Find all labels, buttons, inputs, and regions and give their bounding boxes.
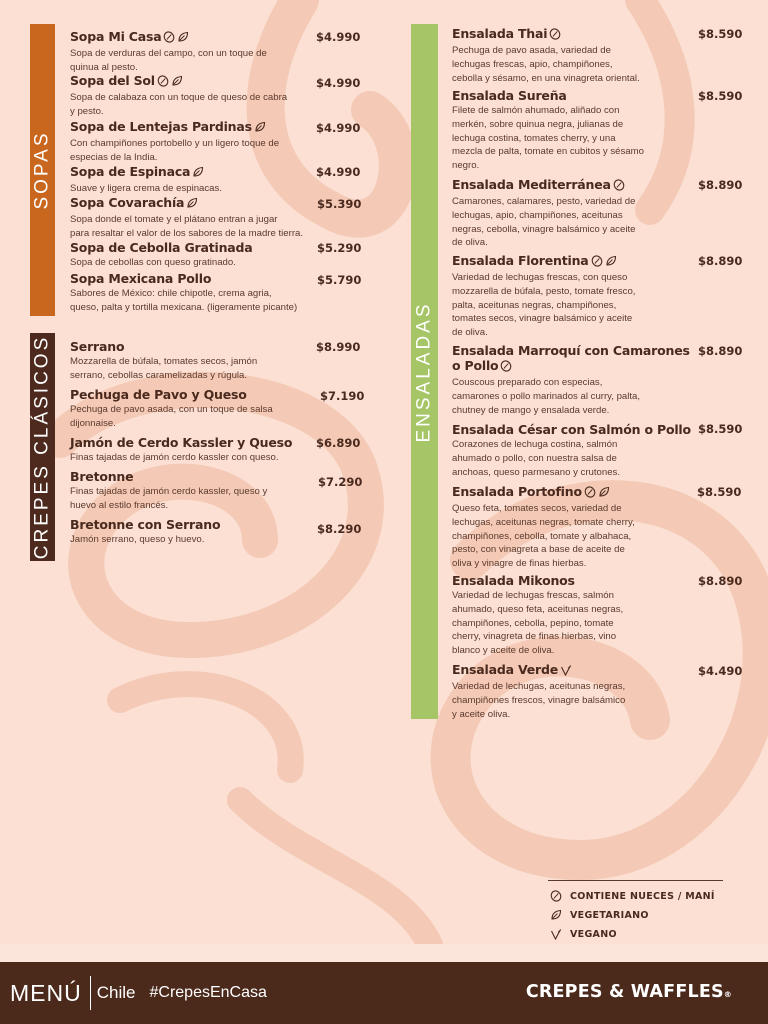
menu-item-sopa-de-lentejas (70, 119, 315, 165)
footer-divider (90, 976, 91, 1010)
item-description: Finas tajadas de jamón cerdo kassler con queso. (70, 452, 279, 463)
item-price: $4.990 (316, 30, 361, 44)
menu-item-sopa-mexicana (70, 271, 325, 315)
legend-label: VEGANO (570, 929, 617, 940)
item-name: Sopa del Sol (70, 73, 155, 88)
item-description: Suave y ligera crema de espinacas. (70, 183, 222, 194)
menu-item-sopa-de-espinaca (70, 164, 315, 196)
item-price: $8.590 (698, 27, 743, 41)
item-price: $8.590 (698, 422, 743, 436)
item-name: Ensalada Sureña (452, 88, 567, 103)
item-price: $4.990 (316, 76, 361, 90)
item-price: $4.990 (316, 121, 361, 135)
section-title: CREPES CLÁSICOS (31, 334, 53, 560)
menu-item-ensalada-marroqui (452, 343, 692, 417)
menu-item-ensalada-mediterranea (452, 177, 692, 250)
item-description: Pechuga de pavo asada, variedad de lechugas frescas, apio, champiñones, cebolla y sésamo, en una vinagreta oriental. (452, 45, 640, 84)
item-name: Sopa de Cebolla Gratinada (70, 240, 253, 255)
item-description: Sopa de calabaza con un toque de queso de cabra y pesto. (70, 92, 288, 117)
item-price: $4.490 (698, 664, 743, 678)
item-price: $8.890 (698, 344, 743, 358)
item-description: Jamón serrano, queso y huevo. (70, 534, 205, 545)
menu-item-ensalada-mikonos (452, 573, 692, 658)
item-name: Sopa de Espinaca (70, 164, 191, 179)
legend-row-nuts (548, 887, 723, 906)
menu-item-sopa-mi-casa (70, 29, 315, 75)
item-name: Ensalada Thai (452, 26, 548, 41)
vegan-icon (560, 664, 572, 679)
item-price: $7.190 (320, 389, 365, 403)
item-name: Ensalada Florentina (452, 253, 589, 268)
item-name: Bretonne con Serrano (70, 517, 221, 532)
menu-item-jamon-kassler (70, 435, 315, 465)
menu-item-pechuga-pavo (70, 387, 315, 431)
section-label-sopas (30, 24, 55, 316)
menu-item-ensalada-portofino (452, 484, 692, 571)
vegetarian-icon (171, 75, 183, 90)
legend-label: VEGETARIANO (570, 910, 649, 921)
item-name: Ensalada Verde (452, 662, 559, 677)
item-description: Sabores de México: chile chipotle, crema agria, queso, palta y tortilla mexicana. (ligeramente picante) (70, 288, 298, 313)
nuts-icon (591, 255, 603, 270)
item-description: Couscous preparado con especias, camarones o pollo marinados al curry, palta, chutney de mango y ensalada verde. (452, 377, 641, 416)
item-description: Filete de salmón ahumado, aliñado con merkén, sobre quinua negra, julianas de lechuga costina, tomates cherry, y una mezcla de palta, tomate en cubitos y sésamo negro. (452, 105, 644, 172)
item-price: $7.290 (318, 475, 363, 489)
item-description: Mozzarella de búfala, tomates secos, jamón serrano, cebollas caramelizadas y rúgula. (70, 356, 258, 381)
item-name-continued: o Pollo (452, 358, 499, 373)
menu-item-sopa-covarachia (70, 195, 320, 241)
brand-logo: CREPES & WAFFLES® (525, 982, 732, 1002)
item-price: $5.790 (317, 273, 362, 287)
item-price: $4.990 (316, 165, 361, 179)
item-description: Sopa donde el tomate y el plátano entran a jugar para resaltar el valor de los sabores de la madre tierra. (70, 214, 304, 239)
item-price: $8.890 (698, 254, 743, 268)
item-description: Finas tajadas de jamón cerdo kassler, queso y huevo al estilo francés. (70, 486, 268, 511)
section-label-crepes (30, 333, 55, 561)
footer-menu-title: MENÚ (10, 979, 82, 1006)
footer-top-band (0, 944, 768, 962)
nuts-icon (613, 179, 625, 194)
item-name: Jamón de Cerdo Kassler y Queso (70, 435, 293, 450)
menu-item-ensalada-verde (452, 662, 692, 721)
item-name: Ensalada Mikonos (452, 573, 575, 588)
item-name: Ensalada Portofino (452, 484, 582, 499)
item-name: Sopa de Lentejas Pardinas (70, 119, 252, 134)
item-description: Corazones de lechuga costina, salmón ahumado o pollo, con nuestra salsa de anchoas, queso parmesano y crutones. (452, 439, 620, 478)
vegetarian-icon (254, 121, 266, 136)
vegetarian-icon (605, 255, 617, 270)
item-description: Sopa de verduras del campo, con un toque de quinua al pesto. (70, 48, 267, 73)
footer-bar (0, 962, 768, 1024)
item-price: $5.290 (317, 241, 362, 255)
item-name: Sopa Mi Casa (70, 29, 162, 44)
item-name: Ensalada César con Salmón o Pollo (452, 422, 691, 437)
icon-legend (548, 880, 723, 944)
vegetarian-icon (186, 197, 198, 212)
item-name: Ensalada Mediterránea (452, 177, 611, 192)
item-price: $8.890 (698, 178, 743, 192)
item-price: $6.890 (316, 436, 361, 450)
menu-item-ensalada-surena (452, 88, 692, 173)
vegetarian-icon (598, 486, 610, 501)
item-description: Sopa de cebollas con queso gratinado. (70, 257, 236, 268)
section-title: ENSALADAS (413, 300, 435, 443)
nuts-icon (550, 887, 562, 906)
item-name: Sopa Covarachía (70, 195, 185, 210)
menu-item-bretonne (70, 469, 315, 513)
item-description: Camarones, calamares, pesto, variedad de lechugas, apio, champiñones, aceitunas negras, cebolla, vinagre balsámico y aceite de oliva. (452, 196, 636, 249)
nuts-icon (163, 31, 175, 46)
item-description: Pechuga de pavo asada, con un toque de salsa dijonnaise. (70, 404, 273, 429)
item-name: Bretonne (70, 469, 134, 484)
menu-item-sopa-del-sol (70, 73, 315, 119)
nuts-icon (549, 28, 561, 43)
legend-row-vegan (548, 925, 723, 944)
item-description: Variedad de lechugas frescas, salmón ahumado, queso feta, aceitunas negras, champiñones, cebolla, pepino, tomate cherry, vinagreta de finas hierbas, vino blanco y aceite de oliva. (452, 590, 624, 657)
legend-row-vegetarian (548, 906, 723, 925)
item-price: $8.590 (698, 89, 743, 103)
vegetarian-icon (177, 31, 189, 46)
item-price: $8.890 (698, 574, 743, 588)
item-price: $8.590 (697, 485, 742, 499)
menu-item-bretonne-serrano (70, 517, 315, 547)
item-name: Sopa Mexicana Pollo (70, 271, 212, 286)
legend-label: CONTIENE NUECES / MANÍ (570, 891, 715, 902)
section-label-ensaladas (411, 24, 438, 719)
menu-item-serrano (70, 339, 315, 383)
menu-item-ensalada-cesar (452, 422, 692, 479)
menu-item-ensalada-florentina (452, 253, 692, 340)
item-name: Ensalada Marroquí con Camarones (452, 343, 690, 358)
item-description: Variedad de lechugas, aceitunas negras, champiñones frescos, vinagre balsámico y aceite oliva. (452, 681, 626, 720)
item-description: Variedad de lechugas frescas, con queso mozzarella de búfala, pesto, tomate fresco, palta, aceitunas negras, champiñones, tomates secos, vinagre balsámico y aceite de oliva. (452, 272, 636, 339)
vegetarian-icon (550, 906, 562, 925)
item-price: $8.290 (317, 522, 362, 536)
section-title: SOPAS (31, 130, 53, 210)
menu-item-sopa-de-cebolla (70, 240, 315, 270)
item-description: Queso feta, tomates secos, variedad de lechugas, aceitunas negras, tomate cherry, champiñones, cebolla, tomate y albahaca, pesto, con vinagreta a base de aceite de oliva y vinagre de finas hierbas. (452, 503, 635, 570)
vegan-icon (550, 925, 562, 944)
nuts-icon (500, 360, 512, 375)
item-name: Pechuga de Pavo y Queso (70, 387, 247, 402)
item-name: Serrano (70, 339, 125, 354)
item-price: $8.990 (316, 340, 361, 354)
footer-hashtag: #CrepesEnCasa (149, 984, 267, 1001)
item-description: Con champiñones portobello y un ligero toque de especias de la India. (70, 138, 280, 163)
footer-country: Chile (96, 983, 136, 1002)
nuts-icon (584, 486, 596, 501)
menu-item-ensalada-thai (452, 26, 692, 85)
item-price: $5.390 (317, 197, 362, 211)
nuts-icon (157, 75, 169, 90)
vegetarian-icon (192, 166, 204, 181)
